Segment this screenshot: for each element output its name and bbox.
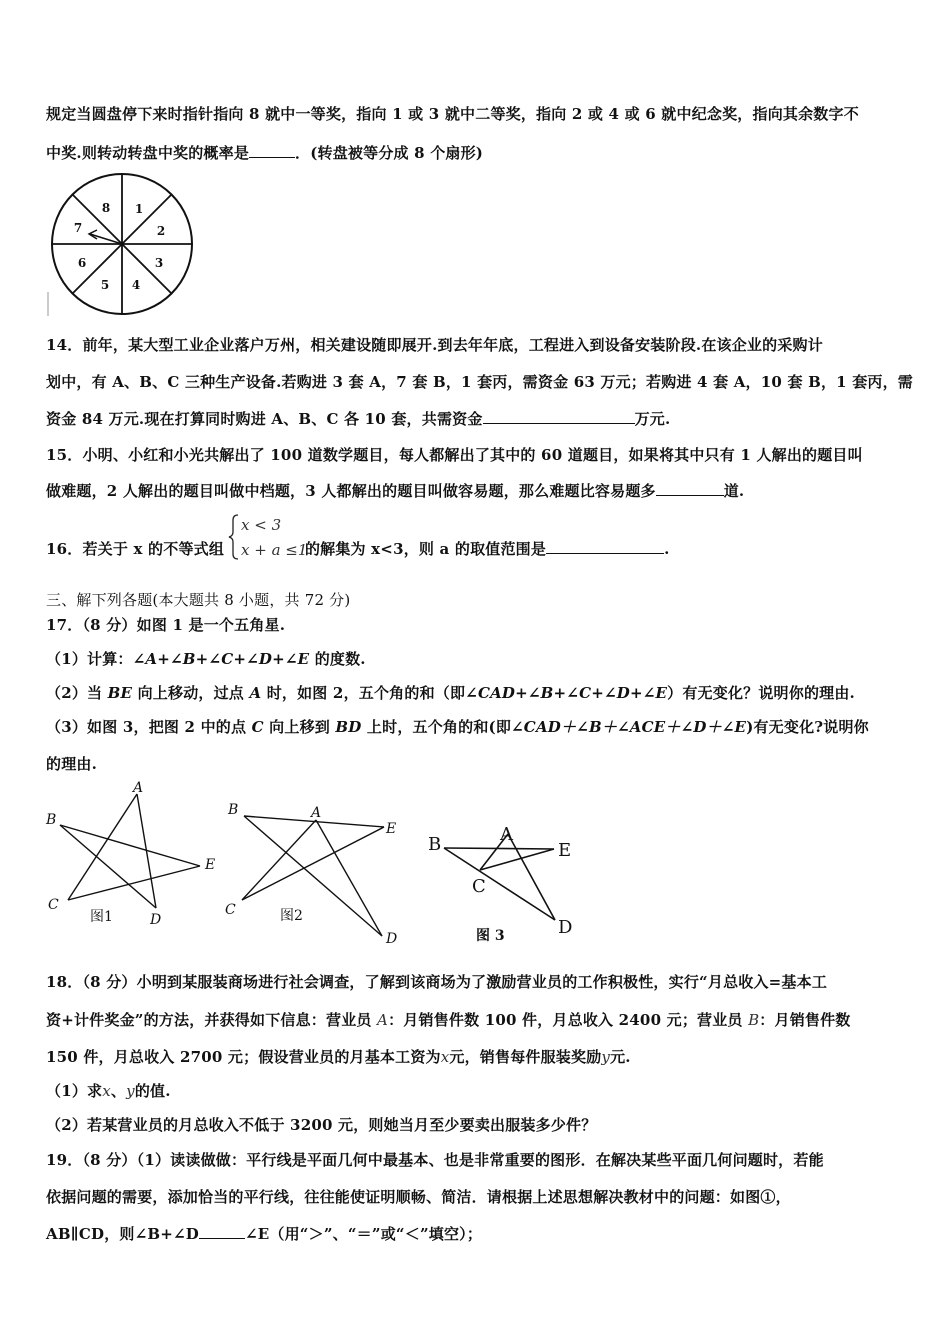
p17-var: C: [251, 718, 264, 736]
p18-text: 、: [110, 1082, 127, 1100]
p17-line1: 17．（8 分）如图 1 是一个五角星.: [46, 616, 286, 634]
section-heading: 三、解下列各题(本大题共 8 小题，共 72 分): [46, 591, 351, 609]
p19-line1: 19．（8 分）（1）读读做做：平行线是平面几何中最基本、也是非常重要的图形．在解决某些平面几何问题时，若能: [46, 1151, 824, 1169]
p14-text-b: 万元.: [634, 410, 671, 428]
p17-text: （1）计算：: [46, 650, 133, 668]
p18-text: 150 件，月总收入 2700 元；假设营业员的月基本工资为: [46, 1048, 441, 1066]
p17-text: （2）当: [46, 684, 108, 702]
p18-line1: 18．（8 分）小明到某服装商场进行社会调查，了解到该商场为了激励营业员的工作积极性，实行“月总收入=基本工: [46, 973, 828, 991]
fig1-label-e: E: [205, 857, 216, 873]
spinner-wheel-figure: [44, 172, 196, 320]
fig3-label-d: D: [558, 917, 573, 938]
p18-var: x: [102, 1082, 111, 1100]
p18-var: x: [440, 1048, 450, 1066]
p16-answer-blank: [546, 539, 664, 554]
fig1-label-c: C: [48, 897, 59, 913]
p18-text: 元，销售每件服装奖励: [449, 1048, 602, 1066]
p17-text: 向上移动，过点: [132, 684, 250, 702]
p13-line1: 规定当圆盘停下来时指针指向 8 就中一等奖，指向 1 或 3 就中二等奖，指向 2 或 4 或 6 就中纪念奖，指向其余数字不: [46, 105, 859, 123]
fig2-label-d: D: [386, 931, 398, 947]
p18-var: y: [601, 1048, 611, 1066]
p17-line5: 的理由.: [46, 755, 98, 773]
p18-text: 元.: [610, 1048, 631, 1066]
p18-text: ：月销售件数: [759, 1011, 851, 1029]
pointer-arrow-icon: [89, 230, 122, 244]
p17-text: 向上移到: [263, 718, 336, 736]
p17-line2: [46, 648, 366, 669]
fig1-caption: 图1: [90, 909, 113, 925]
p16-text-a: 16．若关于 x 的不等式组: [46, 540, 225, 558]
p18-line4: [46, 1080, 171, 1101]
p17-text: )有无变化?说明你: [746, 718, 869, 736]
p18-var: B: [748, 1011, 760, 1029]
wheel-number: 3: [154, 256, 164, 270]
p15-answer-blank: [656, 481, 724, 496]
p19-text-a: AB∥CD，则∠B+∠D: [46, 1225, 199, 1243]
p15-line1: 15．小明、小红和小光共解出了 100 道数学题目，每人都解出了其中的 60 道题目，如果将其中只有 1 人解出的题目叫: [46, 446, 863, 464]
p19-answer-blank: [199, 1224, 245, 1239]
p15-text-a: 做难题，2 人解出的题目叫做中档题，3 人都解出的题目叫做容易题，那么难题比容易题多: [46, 482, 656, 500]
p13-answer-blank: [249, 143, 295, 158]
p17-var: BE: [107, 684, 133, 702]
p18-line2: [46, 1009, 851, 1030]
wheel-number: 5: [100, 278, 110, 292]
p15-line2: [46, 480, 744, 501]
p19-line3: [46, 1223, 482, 1244]
p17-text: ）有无变化？说明你的理由.: [667, 684, 855, 702]
p18-text: 的值.: [134, 1082, 171, 1100]
p14-line3: [46, 408, 670, 429]
p17-text: 的度数.: [309, 650, 366, 668]
p16-text-c: .: [664, 540, 670, 558]
fig1-label-b: B: [46, 812, 57, 828]
p17-line4: [46, 716, 869, 737]
p13-text-b: ．(转盘被等分成 8 个扇形): [295, 144, 484, 162]
fig2-label-c: C: [225, 902, 236, 918]
inequality-1: x < 3: [241, 516, 282, 534]
fig3-label-a: A: [500, 824, 513, 845]
p18-var: y: [126, 1082, 135, 1100]
p17-text: 时，如图 2，五个角的和（即: [261, 684, 466, 702]
fig2-label-e: E: [386, 821, 397, 837]
fig1-label-a: A: [133, 780, 144, 796]
p18-line5: （2）若某营业员的月总收入不低于 3200 元，则她当月至少要卖出服装多少件？: [46, 1116, 597, 1134]
wheel-number: 6: [77, 256, 87, 270]
wheel-number: 2: [156, 224, 166, 238]
p17-var: A: [249, 684, 262, 702]
p17-angle-expr: ∠CAD＋∠B＋∠ACE＋∠D＋∠E: [511, 718, 747, 736]
wheel-number: 4: [131, 278, 141, 292]
p17-line3: [46, 682, 855, 703]
p17-text: （3）如图 3，把图 2 中的点: [46, 718, 252, 736]
wheel-number: 1: [134, 202, 144, 216]
p13-text-a: 中奖.则转动转盘中奖的概率是: [46, 144, 250, 162]
p18-var: A: [377, 1011, 389, 1029]
p16-text-b: 的解集为 x<3，则 a 的取值范围是: [304, 540, 547, 558]
p17-angle-expr: ∠A+∠B+∠C+∠D+∠E: [132, 650, 310, 668]
fig3-label-c: C: [472, 876, 486, 897]
p17-angle-expr: ∠CAD+∠B+∠C+∠D+∠E: [465, 684, 668, 702]
figure-2-star: [222, 796, 412, 948]
wheel-number: 7: [73, 221, 83, 235]
figure-3-star: [420, 818, 590, 948]
fig2-label-b: B: [228, 802, 239, 818]
p19-line2: 依据问题的需要，添加恰当的平行线，往往能使证明顺畅、简洁．请根据上述思想解决教材中的问题：如图①，: [46, 1188, 791, 1206]
p17-text: 上时，五个角的和(即: [361, 718, 512, 736]
p13-line2: [46, 142, 483, 163]
figure-1-pentagram: [40, 778, 230, 930]
p14-line2: 划中，有 A、B、C 三种生产设备.若购进 3 套 A，7 套 B，1 套丙，需资金 63 万元；若购进 4 套 A，10 套 B，1 套丙，需: [46, 373, 914, 391]
fig3-caption: 图 3: [476, 928, 505, 944]
p14-answer-blank: [483, 409, 635, 424]
fig2-caption: 图2: [280, 908, 303, 924]
fig1-label-d: D: [150, 912, 162, 928]
p18-text: ：月销售件数 100 件，月总收入 2400 元；营业员: [388, 1011, 749, 1029]
fig3-label-e: E: [558, 840, 572, 861]
p19-text-b: ∠E（用“＞”、“＝”或“＜”填空）；: [245, 1225, 483, 1243]
p14-line1: 14．前年，某大型工业企业落户万州，相关建设随即展开.到去年年底，工程进入到设备安装阶段.在该企业的采购计: [46, 336, 823, 354]
p15-text-b: 道.: [723, 482, 745, 500]
p18-text: 资+计件奖金”的方法，并获得如下信息：营业员: [46, 1011, 378, 1029]
p18-text: （1）求: [46, 1082, 103, 1100]
p18-line3: [46, 1046, 631, 1067]
p14-text-a: 资金 84 万元.现在打算同时购进 A、B、C 各 10 套，共需资金: [46, 410, 483, 428]
fig2-label-a: A: [311, 805, 322, 821]
fig3-label-b: B: [428, 834, 442, 855]
inequality-system: [228, 512, 310, 562]
p17-var: BD: [335, 718, 362, 736]
wheel-number: 8: [101, 201, 111, 215]
inequality-2: x + a ≤1: [241, 541, 308, 559]
p16-line: [46, 538, 670, 559]
